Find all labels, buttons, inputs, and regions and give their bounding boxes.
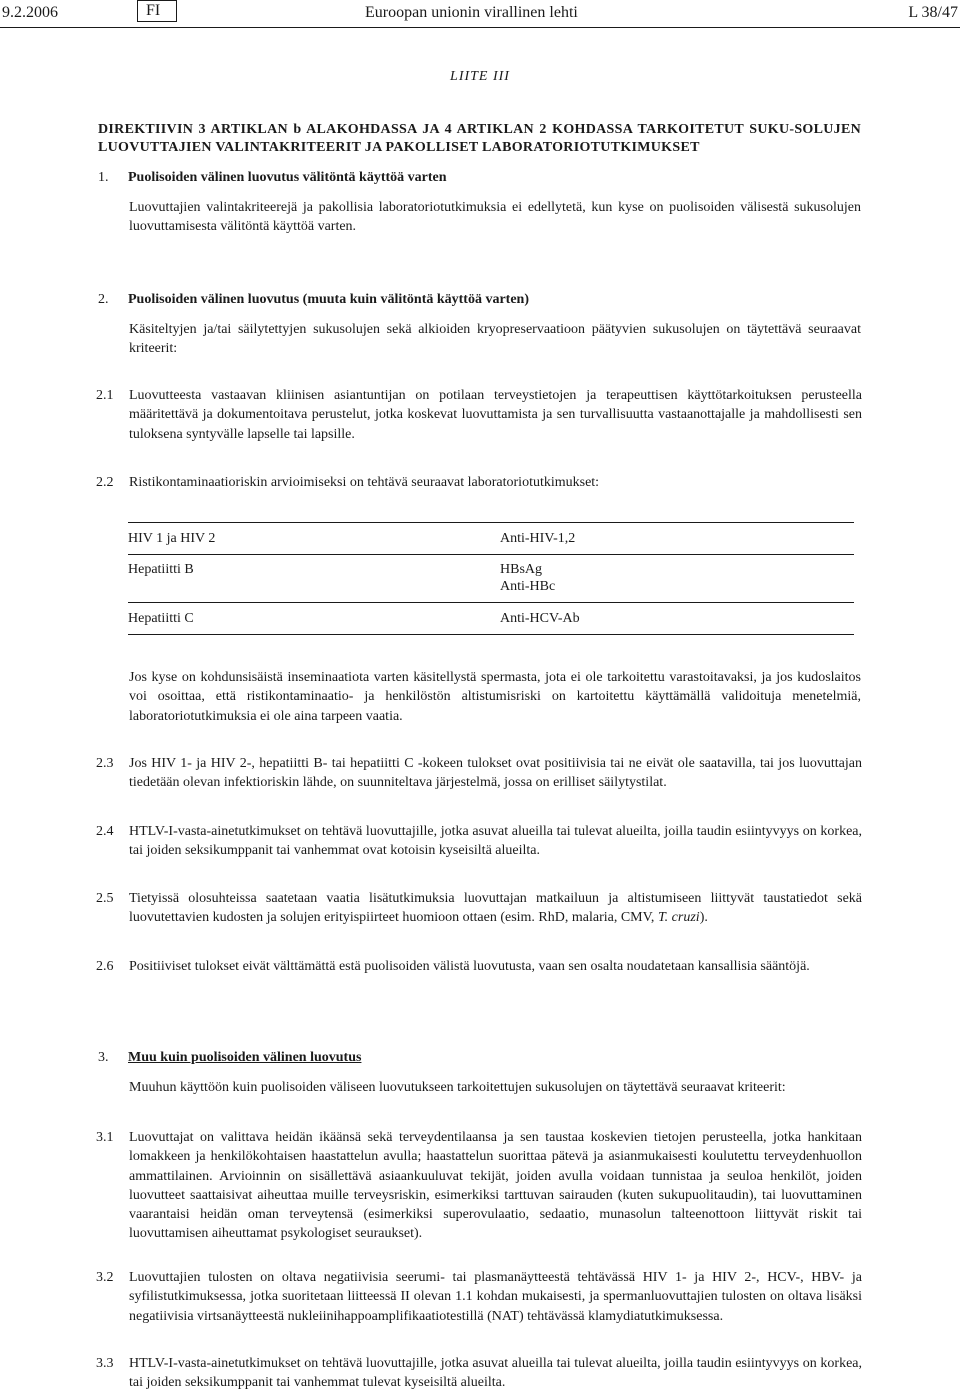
paragraph-number: 3.3 [96,1356,114,1371]
paragraph-2-6 [96,957,862,976]
section-1-text: Luovuttajien valintakriteerejä ja pakollisia laboratoriotutkimuksia ei edellytetä, kun kyse on puolisoiden välisestä sukusolujen luovuttamisesta välitöntä käyttöä varten. [129,200,861,235]
section-title: Puolisoiden välinen luovutus (muuta kuin välitöntä käyttöä varten) [128,292,530,307]
header-journal-title: Euroopan unionin virallinen lehti [365,4,578,21]
test-name: HBsAg [500,562,543,577]
document-title: DIREKTIIVIN 3 ARTIKLAN b ALAKOHDASSA JA 4 ARTIKLAN 2 KOHDASSA TARKOITETUT SUKU-SOLUJEN LUOVUTTAJIEN VALINTAKRITEERIT JA PAKOLLISET LABORATORIOTUTKIMUKSET [98,122,861,155]
test-name: Anti-HCV-Ab [500,611,580,626]
section-number: 1. [98,170,109,185]
section-number: 3. [98,1050,109,1065]
paragraph-text: Ristikontaminaatioriskin arvioimiseksi on tehtävä seuraavat laboratoriotutkimukset: [129,475,600,490]
paragraph-number: 2.1 [96,388,114,403]
paragraph-text: Luovuttajat on valittava heidän ikäänsä sekä terveydentilaansa ja sen taustaa koskevien tietojen perusteella, jotka hankitaan lomakkeen ja henkilökohtaisen haastattelun avulla; haastattelun suorittaa pätevä ja asianmukaisesti koulutettu terveydenhuollon ammattilainen. Arvioinnin on sisällettävä asiaankuuluvat tekijät, joiden avulla voidaan tunnistaa ja seuloa henkilöt, joiden luovutteet saattaisivat aiheuttaa muille terveysriskin, esimerkiksi tarttuvan sairauden (kuten sukupuolitaudin), tai luovuttaminen vaarantaisi heidän oman terveytensä (esimerkiksi superovulaatio, sedaatio, munasolun talteenottoon liittyvät riskit tai luovuttamisen aiheuttamat psykologiset seuraukset). [129,1130,862,1242]
paragraph-number: 3.2 [96,1270,114,1285]
table-cell-tests [500,610,580,627]
test-name: Anti-HBc [500,579,556,594]
paragraph-text: Luovuttajien tulosten on oltava negatiivisia seerumi- tai plasmanäytteestä tehtävässä HIV 1- ja HIV 2-, HCV-, HBV- ja syfilistutkimuksessa, jotka suoritetaan liitteessä II olevan 1.1 kohdan mukaisesti, ja spermanluovuttajien tulosten on oltava lisäksi negatiivisia virtsanäytteestä nukleiinihappoamplifikaatiotestillä (NAT) tehtävässä klamydiatutkimuksessa. [129,1270,862,1324]
paragraph-number: 2.5 [96,891,114,906]
paragraph-text-italic: T. cruzi [657,910,700,926]
header-page-number: L 38/47 [908,4,958,21]
paragraph-2-1 [96,386,862,444]
header-rule [0,27,960,28]
paragraph-2-5 [96,889,862,928]
paragraph-number: 3.1 [96,1130,114,1145]
paragraph-3-3 [96,1354,862,1393]
paragraph-3-2 [96,1268,862,1326]
paragraph-number: 2.6 [96,959,114,974]
paragraph-text: Jos HIV 1- ja HIV 2-, hepatiitti B- tai hepatiitti C -kokeen tulokset ovat positiivisia tai ne eivät ole saatavilla, tai jos luovuttajan tiedetään olevan infektioriskin lähde, on suunniteltava järjestelmä, jossa on erilliset säilytystilat. [129,756,862,791]
paragraph-text-end: ). [699,910,708,926]
annex-label: LIITE III [450,69,510,84]
section-2-text: Käsiteltyjen ja/tai säilytettyjen sukusolujen sekä alkioiden kryopreservaatioon päätyvien sukusolujen on täytettävä seuraavat kriteerit: [129,322,861,357]
paragraph-number: 2.2 [96,475,114,490]
table-rule [128,554,854,555]
paragraph-text-main: Tietyissä olosuhteissa saatetaan vaatia lisätutkimuksia luovuttajan matkailuun ja altistumiseen liittyvät taustatiedot sekä luovutettavien kudosten ja solujen erityispiirteet huomioon ottaen (esim. RhD, malaria, CMV, [129,891,862,926]
table-cell-tests [500,530,575,547]
paragraph-number: 2.4 [96,824,114,839]
section-title: Puolisoiden välinen luovutus välitöntä käyttöä varten [128,170,447,185]
table-cell-disease: Hepatiitti C [128,611,194,626]
header-language-box: FI [137,0,177,22]
table-rule [128,634,854,635]
table-cell-disease: Hepatiitti B [128,562,194,577]
table-cell-tests [500,561,555,595]
after-table-text: Jos kyse on kohdunsisäistä inseminaatiota varten käsitellystä spermasta, jota ei ole tarkoitettu varastoitavaksi, ja jos kudoslaitos voi osoittaa, että ristikontaminaatio- ja henkilöstön altistumisriski on kartoitettu käyttämällä validoituja menetelmiä, laboratoriotutkimuksia ei ole aina tarpeen vaatia. [129,670,861,724]
table-rule [128,602,854,603]
paragraph-text: HTLV-I-vasta-ainetutkimukset on tehtävä luovuttajille, jotka asuvat alueilla tai tulevat alueilta, joilla taudin esiintyvyys on korkea, tai joiden seksikumppanit tai vanhemmat tulevat kyseisiltä alueilta. [129,1356,862,1391]
paragraph-text [129,889,862,928]
paragraph-2-3 [96,754,862,793]
table-rule [128,522,854,523]
table-cell-disease: HIV 1 ja HIV 2 [128,531,216,546]
paragraph-text: Luovutteesta vastaavan kliinisen asiantuntijan on potilaan terveystietojen ja terapeuttisen käyttötarkoituksen perusteella määritettävä ja dokumentoitava perustelut, jotka koskevat luovuttamista ja sen turvallisuutta vastaanottajalle ja mahdollisesti sen tuloksena syntyvälle lapselle tai lapsille. [129,388,862,442]
paragraph-2-2 [96,473,862,492]
paragraph-text: HTLV-I-vasta-ainetutkimukset on tehtävä luovuttajille, jotka asuvat alueilla tai tulevat alueilta, joilla taudin esiintyvyys on korkea, tai joiden seksikumppanit tai vanhemmat ovat kotoisin kyseisiltä alueilta. [129,824,862,859]
paragraph-2-4 [96,822,862,861]
paragraph-text: Positiiviset tulokset eivät välttämättä estä puolisoiden välistä luovutusta, vaan sen osalta noudatetaan kansallisia sääntöjä. [129,959,810,974]
paragraph-number: 2.3 [96,756,114,771]
section-number: 2. [98,292,109,307]
header-date: 9.2.2006 [2,4,58,21]
section-3-text: Muuhun käyttöön kuin puolisoiden väliseen luovutukseen tarkoitettujen sukusolujen on täytettävä seuraavat kriteerit: [129,1080,786,1095]
section-title: Muu kuin puolisoiden välinen luovutus [128,1050,362,1065]
paragraph-3-1 [96,1128,862,1244]
page-header [0,0,960,28]
test-name: Anti-HIV-1,2 [500,531,576,546]
